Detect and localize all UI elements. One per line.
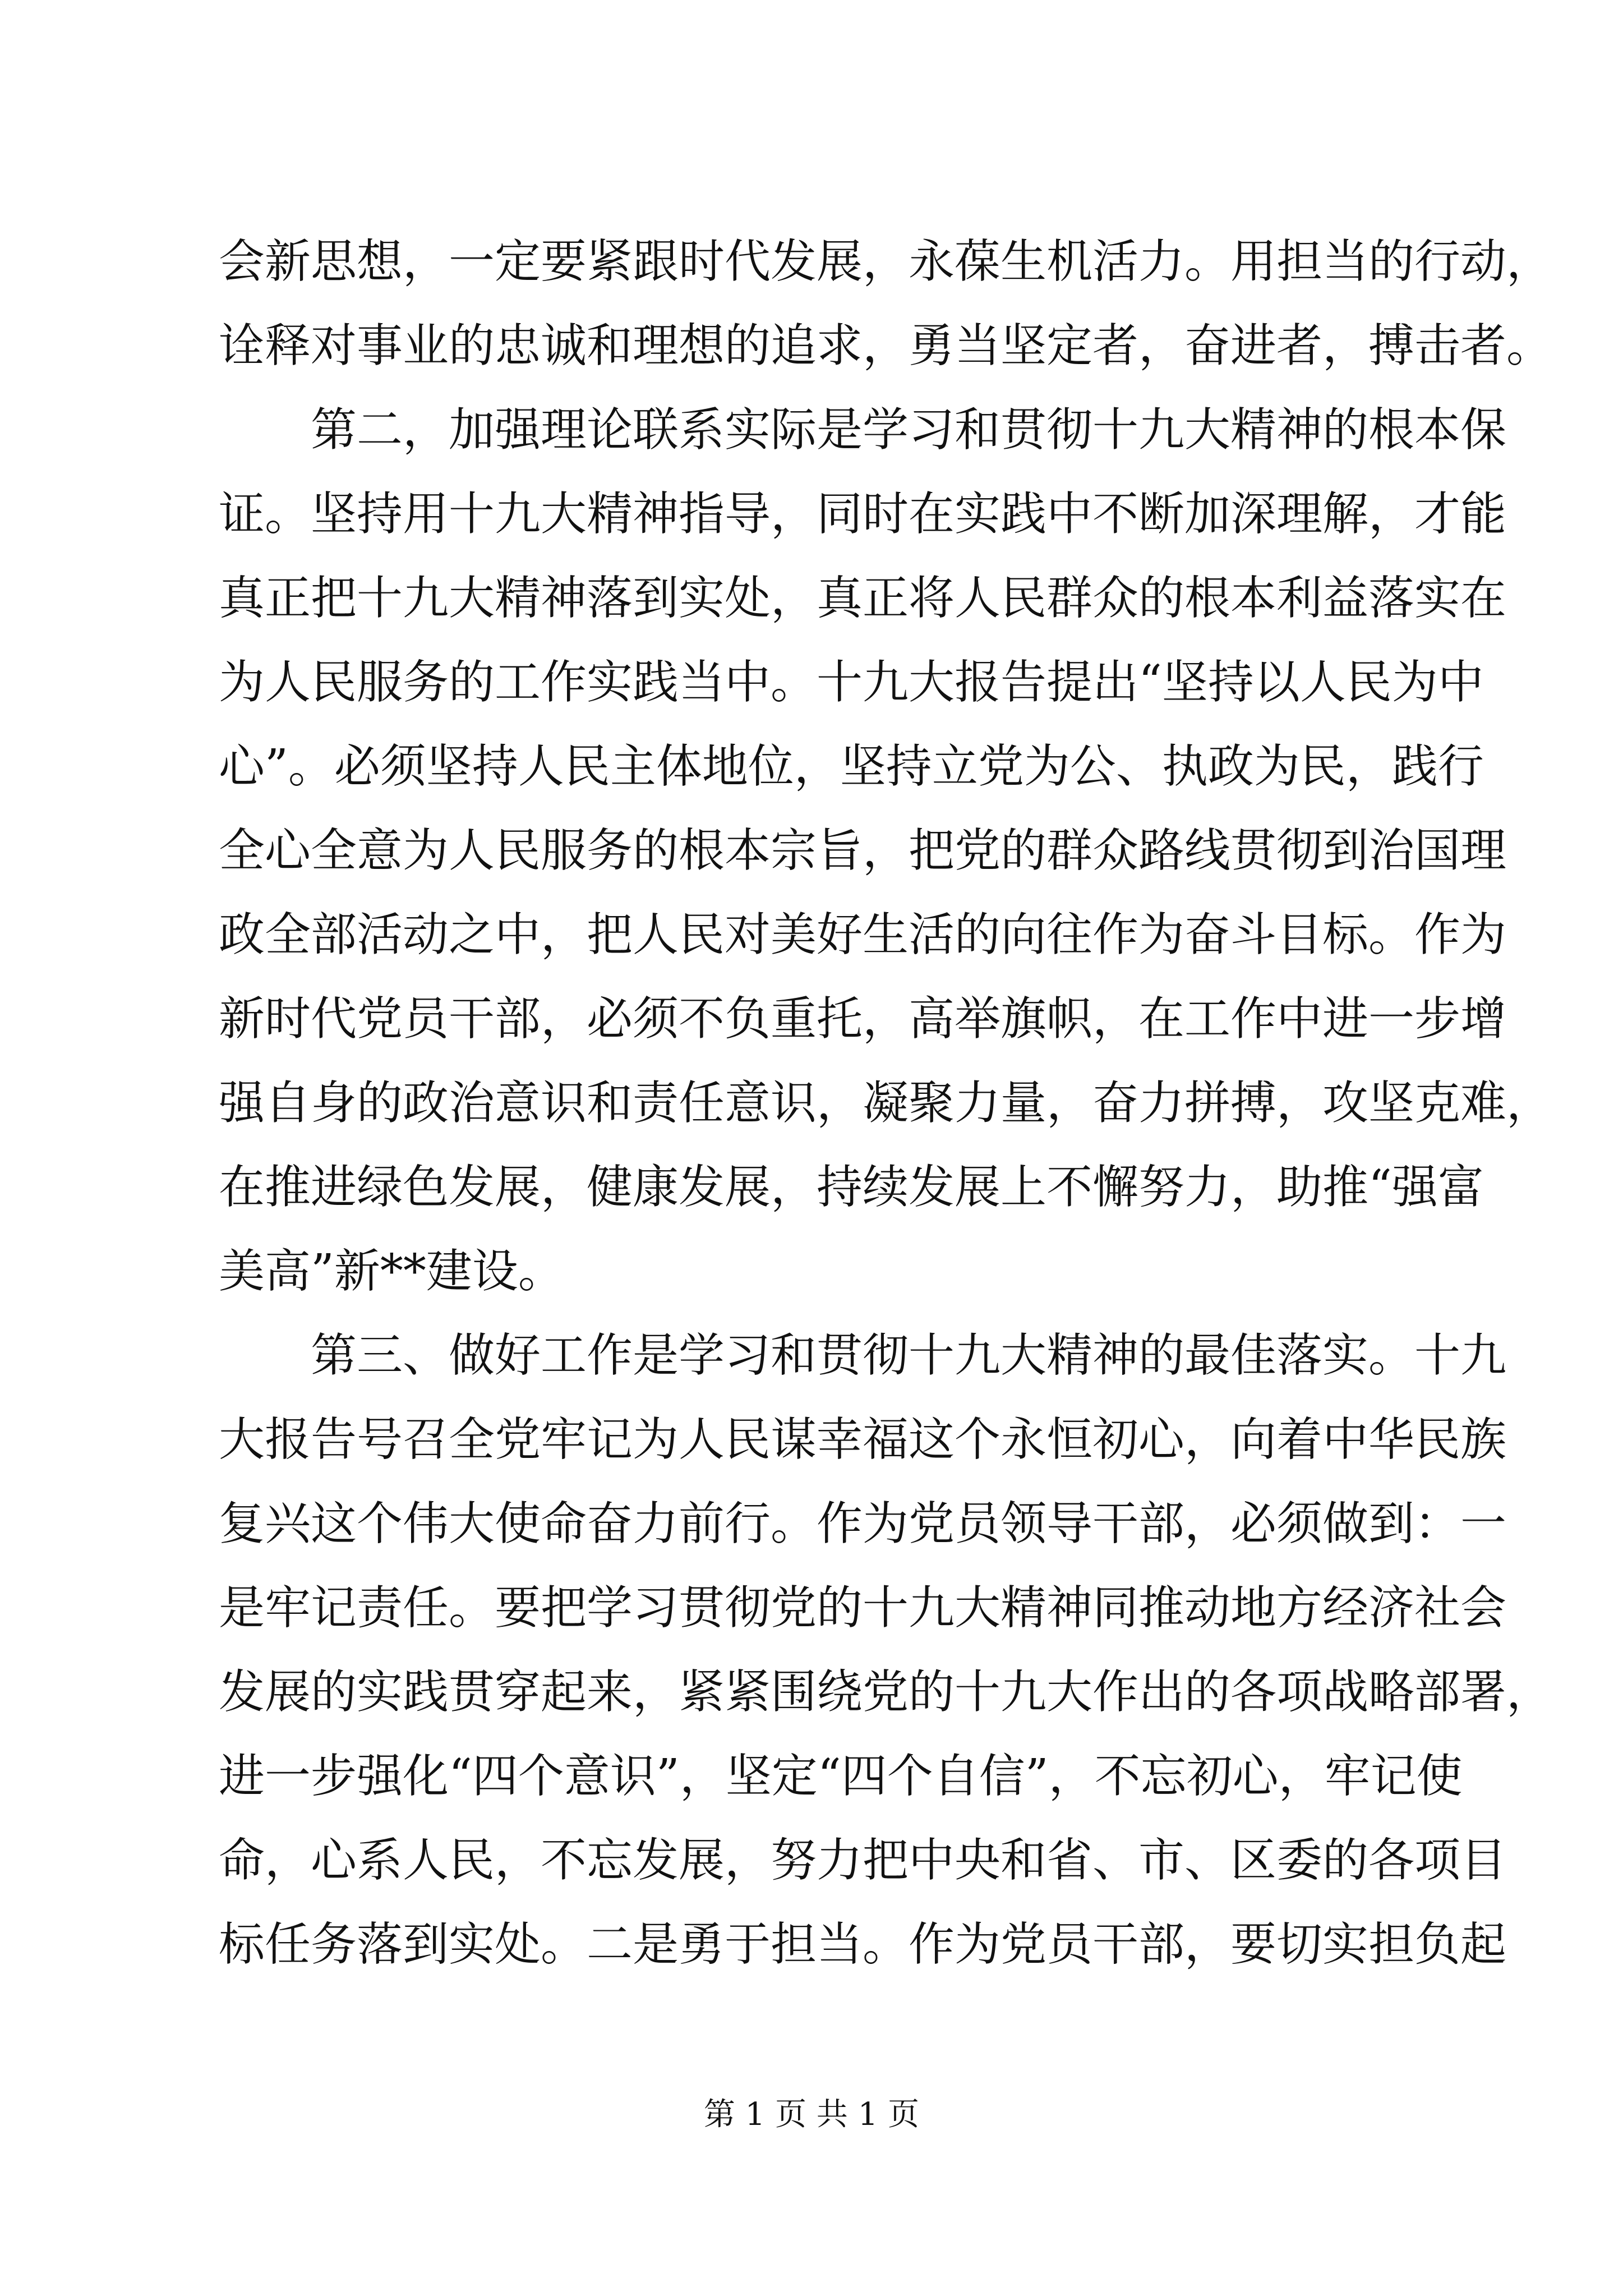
text-line-17: 是牢记责任。要把学习贯彻党的十九大精神同推动地方经济社会 [219,1581,1507,1635]
text-line-5: 真正把十九大精神落到实处，真正将人民群众的根本利益落实在 [219,572,1507,625]
text-line-3: 第二，加强理论联系实际是学习和贯彻十九大精神的根本保 [311,403,1507,457]
text-line-13: 美高”新**建设。 [219,1245,564,1298]
text-line-14: 第三、做好工作是学习和贯彻十九大精神的最佳落实。十九 [311,1329,1507,1382]
text-line-10: 新时代党员干部，必须不负重托，高举旗帜，在工作中进一步增 [219,992,1507,1046]
body-text [219,220,1553,1987]
text-line-8: 全心全意为人民服务的根本宗旨，把党的群众路线贯彻到治国理 [219,824,1507,877]
text-line-9: 政全部活动之中，把人民对美好生活的向往作为奋斗目标。作为 [219,908,1507,961]
text-line-7: 心”。必须坚持人民主体地位，坚持立党为公、执政为民，践行 [219,740,1484,793]
text-line-4: 证。坚持用十九大精神指导，同时在实践中不断加深理解，才能 [219,487,1507,541]
page-footer: 第 1 页 共 1 页 [703,2096,920,2133]
text-line-21: 标任务落到实处。二是勇于担当。作为党员干部，要切实担负起 [219,1918,1507,1971]
text-line-18: 发展的实践贯穿起来，紧紧围绕党的十九大作出的各项战略部署， [219,1665,1553,1719]
text-line-12: 在推进绿色发展，健康发展，持续发展上不懈努力，助推“强富 [219,1161,1484,1214]
text-line-16: 复兴这个伟大使命奋力前行。作为党员领导干部，必须做到：一 [219,1497,1507,1550]
text-line-15: 大报告号召全党牢记为人民谋幸福这个永恒初心，向着中华民族 [219,1413,1507,1466]
text-line-19: 进一步强化“四个意识”，坚定“四个自信”，不忘初心，牢记使 [219,1750,1463,1803]
text-line-6: 为人民服务的工作实践当中。十九大报告提出“坚持以人民为中 [219,656,1484,709]
text-line-1: 会新思想，一定要紧跟时代发展，永葆生机活力。用担当的行动， [219,235,1553,288]
text-line-2: 诠释对事业的忠诚和理想的追求，勇当坚定者，奋进者，搏击者。 [219,319,1553,372]
text-line-20: 命，心系人民，不忘发展，努力把中央和省、市、区委的各项目 [219,1834,1507,1887]
text-line-11: 强自身的政治意识和责任意识，凝聚力量，奋力拼搏，攻坚克难， [219,1076,1553,1130]
